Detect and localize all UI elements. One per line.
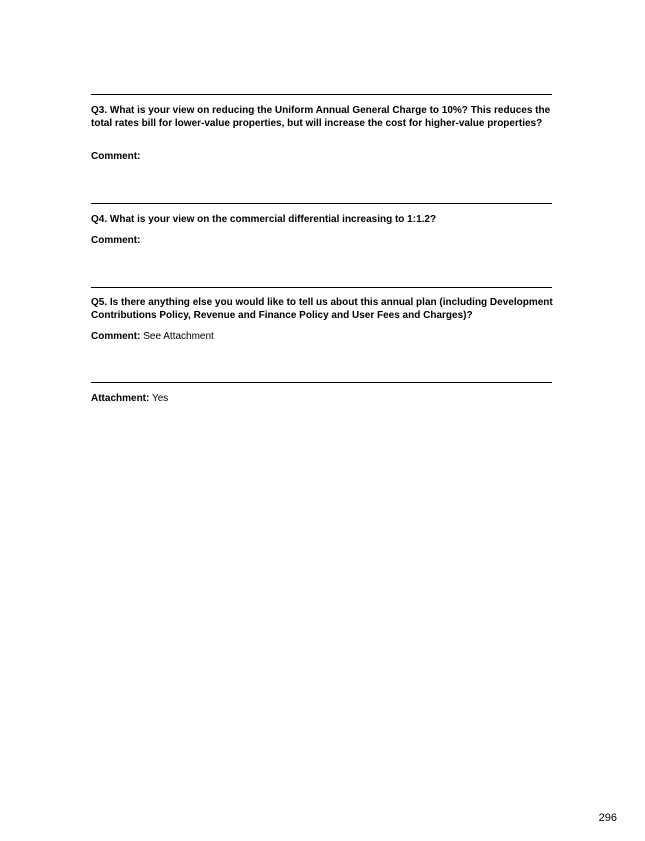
comment-q3: [91, 151, 561, 164]
page-number: 296: [598, 812, 617, 824]
question-q3: Q3. What is your view on reducing the Uniform Annual General Charge to 10%? This reduces the total rates bill for lower-value properties, but will increase the cost for higher-value properties?: [91, 105, 551, 129]
comment-label: Comment:: [91, 331, 141, 342]
attachment-label: Attachment:: [91, 393, 150, 404]
section-divider: [91, 287, 552, 288]
section-divider: [91, 94, 552, 95]
attachment-value: Yes: [151, 393, 169, 404]
comment-value: See Attachment: [143, 331, 214, 342]
comment-q5: [91, 331, 561, 344]
comment-label: Comment:: [91, 151, 141, 162]
section-divider: [91, 382, 552, 383]
question-q4: Q4. What is your view on the commercial differential increasing to 1:1.2?: [91, 214, 437, 225]
question-q5: Q5. Is there anything else you would like to tell us about this annual plan (including Development Contributions Policy, Revenue and Finance Policy and User Fees and Charges)?: [91, 297, 553, 321]
comment-label: Comment:: [91, 235, 141, 246]
comment-q4: [91, 235, 561, 248]
section-divider: [91, 203, 552, 204]
attachment-line: [91, 393, 561, 406]
